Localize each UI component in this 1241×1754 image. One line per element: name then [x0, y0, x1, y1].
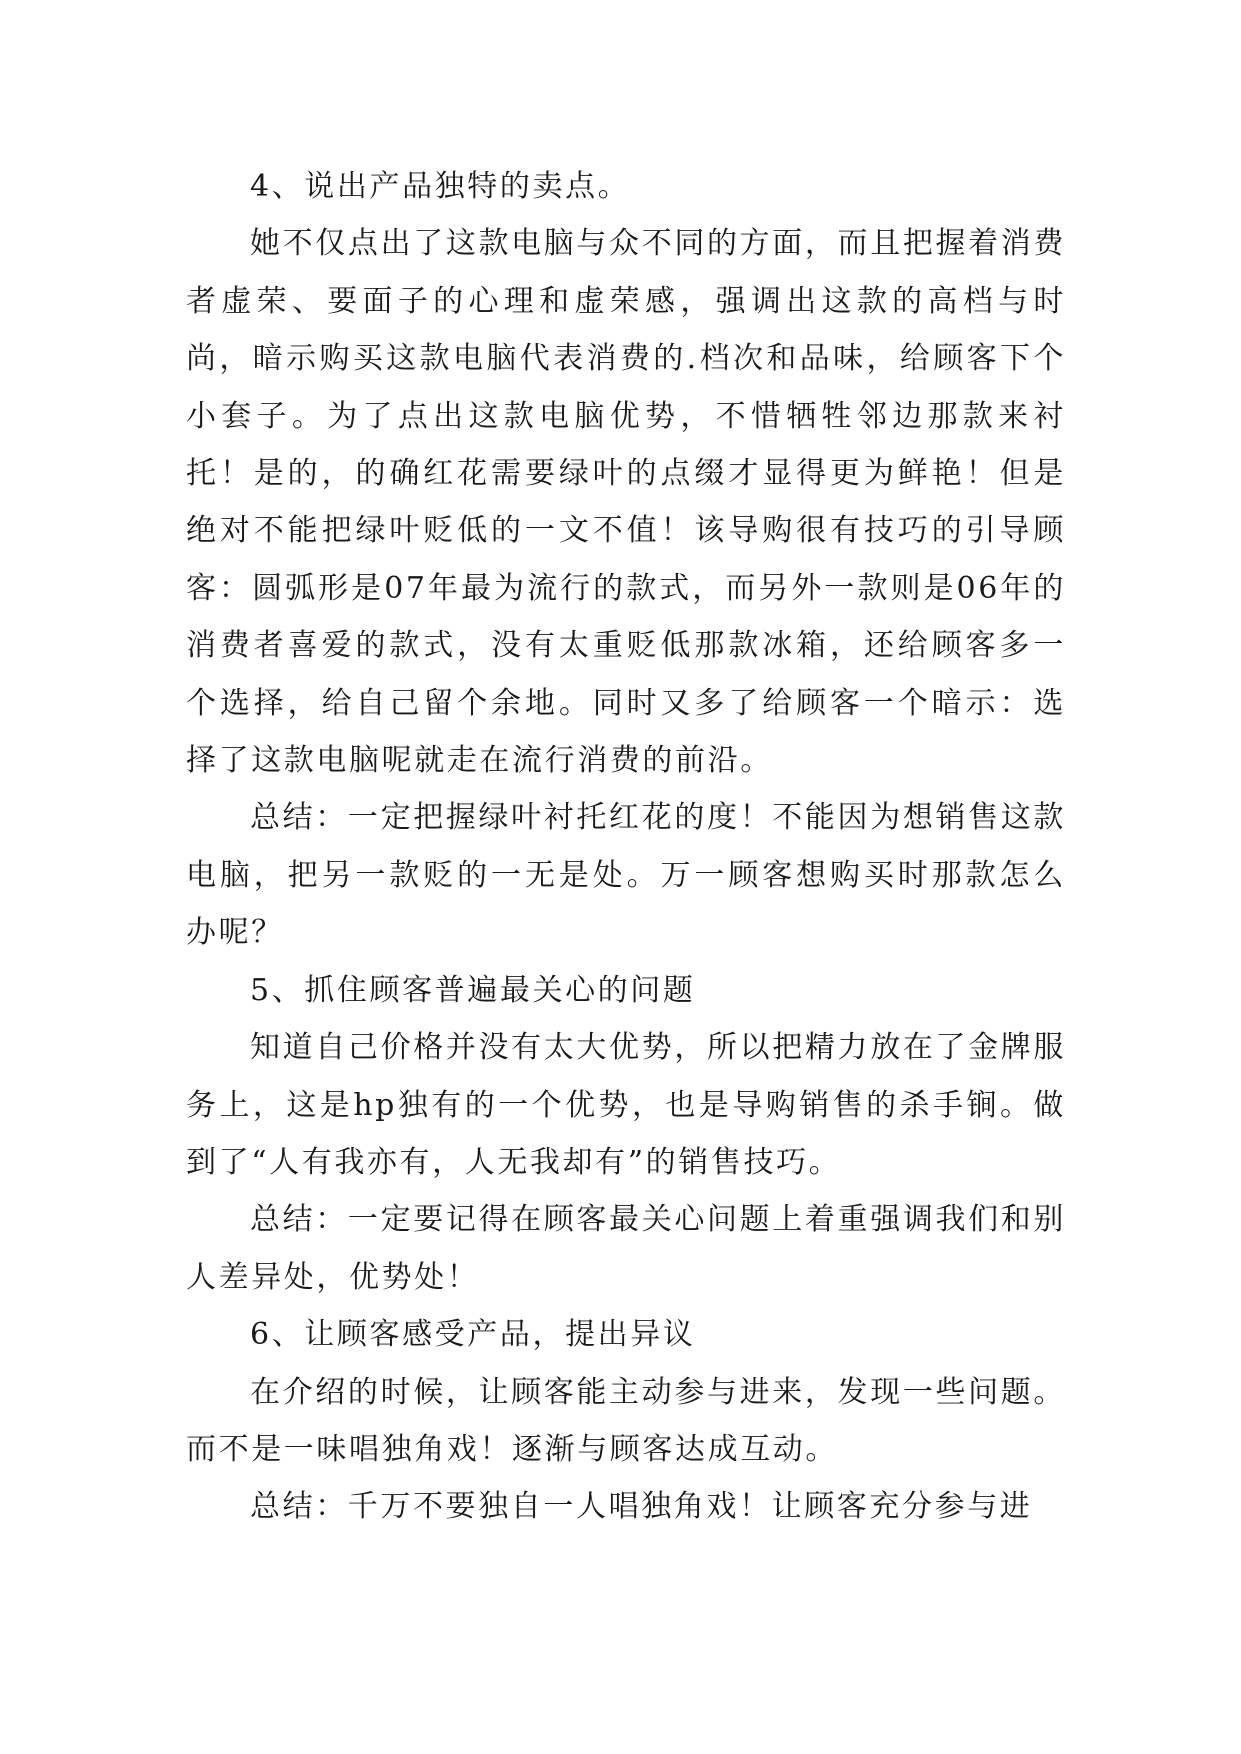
summary-paragraph: 总结：一定要记得在顾客最关心问题上着重强调我们和别人差异处，优势处！: [186, 1202, 1066, 1295]
document-body: [186, 158, 1066, 1536]
body-paragraph: 在介绍的时候，让顾客能主动参与进来，发现一些问题。而不是一味唱独角戏！逐渐与顾客达成互动。: [186, 1374, 1066, 1467]
heading-point-6: 6、让顾客感受产品，提出异议: [250, 1317, 696, 1353]
body-paragraph: 知道自己价格并没有太大优势，所以把精力放在了金牌服务上，这是hp独有的一个优势，也是导购销售的杀手锏。做到了“人有我亦有，人无我却有”的销售技巧。: [186, 1030, 1066, 1180]
heading-point-5: 5、抓住顾客普遍最关心的问题: [250, 972, 696, 1008]
body-paragraph: 她不仅点出了这款电脑与众不同的方面，而且把握着消费者虚荣、要面子的心理和虚荣感，强调出这款的高档与时尚，暗示购买这款电脑代表消费的.档次和品味，给顾客下个小套子。为了点出这款电脑优势，不惜牺牲邻边那款来衬托！是的，的确红花需要绿叶的点缀才显得更为鲜艳！但是绝对不能把绿叶贬低的一文不值！该导购很有技巧的引导顾客：圆弧形是07年最为流行的款式，而另外一款则是06年的消费者喜爱的款式，没有太重贬低那款冰箱，还给顾客多一个选择，给自己留个余地。同时又多了给顾客一个暗示：选择了这款电脑呢就走在流行消费的前沿。: [186, 226, 1066, 779]
heading-point-4: 4、说出产品独特的卖点。: [250, 169, 631, 204]
summary-paragraph: 总结：千万不要独自一人唱独角戏！让顾客充分参与进: [250, 1489, 1033, 1525]
summary-paragraph: 总结：一定把握绿叶衬托红花的度！不能因为想销售这款电脑，把另一款贬的一无是处。万一顾客想购买时那款怎么办呢？: [186, 800, 1066, 951]
